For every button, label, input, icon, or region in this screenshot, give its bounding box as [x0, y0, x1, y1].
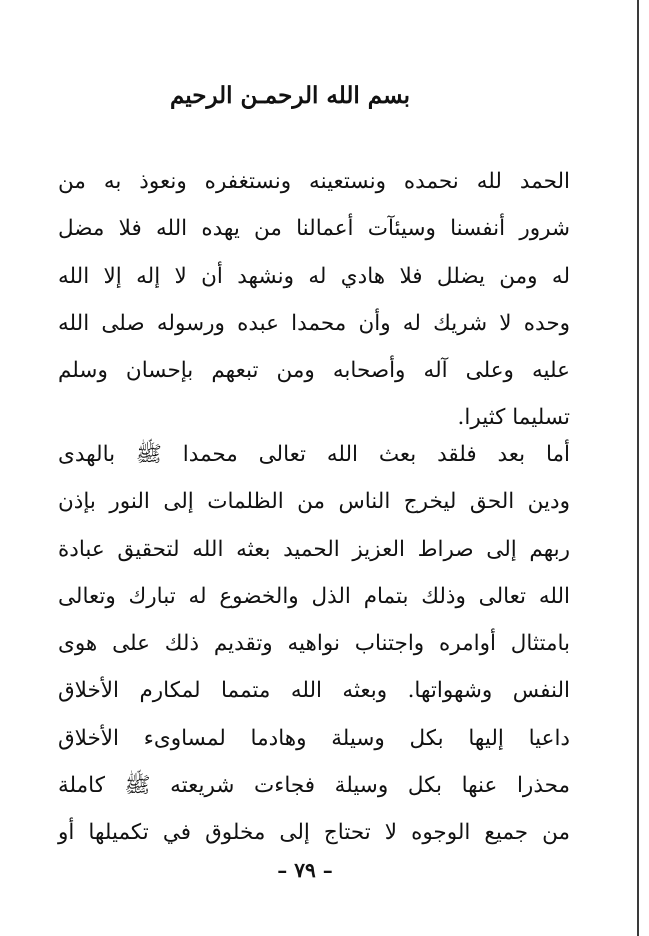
paragraph-line: ودين الحق ليخرج الناس من الظلمات إلى النور بإذن [58, 489, 570, 515]
paragraph-line: النفس وشهواتها. وبعثه الله متمما لمكارم الأخلاق [58, 678, 570, 704]
paragraph-1 [58, 158, 570, 442]
page-edge-line [637, 0, 639, 936]
basmala-heading: بسم الله الرحمـن الرحيم [170, 82, 410, 109]
paragraph-line: أما بعد فلقد بعث الله تعالى محمدا ﷺ بالهدى [58, 442, 570, 467]
paragraph-line: ربهم إلى صراط العزيز الحميد بعثه الله لتحقيق عبادة [58, 536, 570, 562]
paragraph-2 [58, 431, 570, 857]
paragraph-line: له ومن يضلل فلا هادي له ونشهد أن لا إله إلا الله [58, 263, 570, 289]
paragraph-line: تسليما كثيرا. [457, 405, 570, 431]
paragraph-line: عليه وعلى آله وأصحابه ومن تبعهم بإحسان وسلم [58, 358, 570, 384]
paragraph-line: بامتثال أوامره واجتناب نواهيه وتقديم ذلك على هوى [58, 631, 570, 657]
page-number: – ٧٩ – [277, 858, 333, 882]
paragraph-line: محذرا عنها بكل وسيلة فجاءت شريعته ﷺ كاملة [58, 773, 570, 799]
paragraph-line: الله تعالى وذلك بتمام الذل والخضوع له تبارك وتعالى [58, 583, 570, 609]
paragraph-line: وحده لا شريك له وأن محمدا عبده ورسوله صلى الله [58, 310, 570, 336]
paragraph-line: من جميع الوجوه لا تحتاج إلى مخلوق في تكميلها أو [58, 820, 570, 846]
paragraph-line: الحمد لله نحمده ونستعينه ونستغفره ونعوذ به من [58, 169, 570, 194]
paragraph-line: داعيا إليها بكل وسيلة وهادما لمساوىء الأخلاق [58, 725, 570, 751]
paragraph-line: شرور أنفسنا وسيئآت أعمالنا من يهده الله فلا مضل [58, 216, 570, 242]
